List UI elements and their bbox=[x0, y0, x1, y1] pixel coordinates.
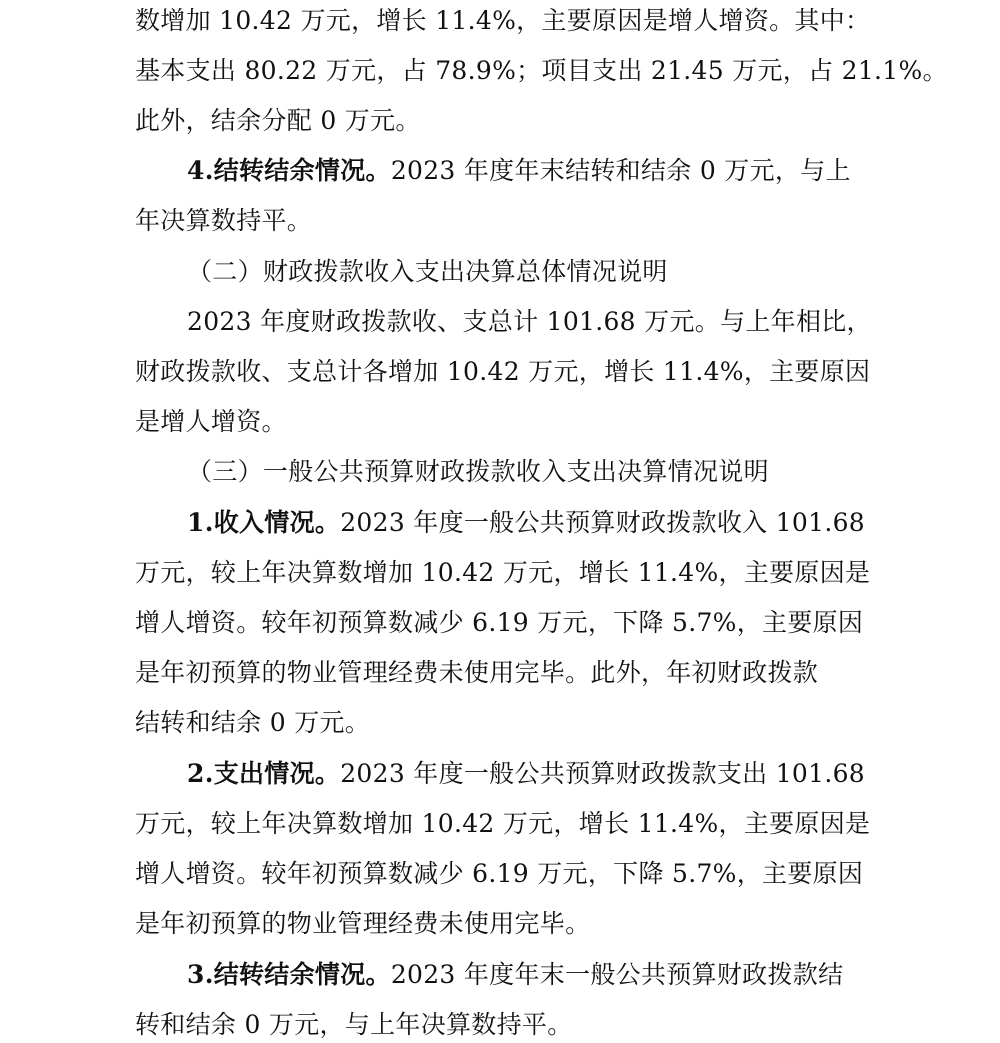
text-line-2: 基本支出 80.22 万元，占 78.9%；项目支出 21.45 万元，占 21.1%。 bbox=[135, 56, 948, 85]
text-line-8: 财政拨款收、支总计各增加 10.42 万元，增长 11.4%，主要原因 bbox=[135, 357, 871, 386]
section-4-carryover-heading: 4.结转结余情况。2023 年度年末结转和结余 0 万元，与上 bbox=[187, 156, 851, 185]
text-line-14: 是年初预算的物业管理经费未使用完毕。此外，年初财政拨款 bbox=[135, 658, 819, 687]
text-line-12: 万元，较上年决算数增加 10.42 万元，增长 11.4%，主要原因是 bbox=[135, 558, 871, 587]
text-line-3: 此外，结余分配 0 万元。 bbox=[135, 106, 421, 135]
bold-heading: 1.收入情况。 bbox=[187, 508, 341, 537]
text-line-21: 转和结余 0 万元，与上年决算数持平。 bbox=[135, 1010, 573, 1039]
text-line-5: 年决算数持平。 bbox=[135, 206, 313, 235]
bold-heading: 3.结转结余情况。 bbox=[187, 960, 391, 989]
text-line-7: 2023 年度财政拨款收、支总计 101.68 万元。与上年相比， bbox=[187, 307, 872, 336]
text-line-19: 是年初预算的物业管理经费未使用完毕。 bbox=[135, 909, 591, 938]
text-line-15: 结转和结余 0 万元。 bbox=[135, 708, 371, 737]
text-line-1: 数增加 10.42 万元，增长 11.4%，主要原因是增人增资。其中： bbox=[135, 6, 871, 35]
text-line-18: 增人增资。较年初预算数减少 6.19 万元，下降 5.7%，主要原因 bbox=[135, 859, 864, 888]
bold-heading: 2.支出情况。 bbox=[187, 759, 341, 788]
text-line-17: 万元，较上年决算数增加 10.42 万元，增长 11.4%，主要原因是 bbox=[135, 809, 871, 838]
section-1-income-heading: 1.收入情况。2023 年度一般公共预算财政拨款收入 101.68 bbox=[187, 508, 865, 537]
section-heading-3: （三）一般公共预算财政拨款收入支出决算情况说明 bbox=[187, 457, 769, 486]
section-3-carryover-heading: 3.结转结余情况。2023 年度年末一般公共预算财政拨款结 bbox=[187, 960, 844, 989]
bold-heading: 4.结转结余情况。 bbox=[187, 156, 391, 185]
section-2-expense-heading: 2.支出情况。2023 年度一般公共预算财政拨款支出 101.68 bbox=[187, 759, 865, 788]
text-line-13: 增人增资。较年初预算数减少 6.19 万元，下降 5.7%，主要原因 bbox=[135, 608, 864, 637]
section-heading-2: （二）财政拨款收入支出决算总体情况说明 bbox=[187, 257, 668, 286]
text-line-9: 是增人增资。 bbox=[135, 407, 287, 436]
